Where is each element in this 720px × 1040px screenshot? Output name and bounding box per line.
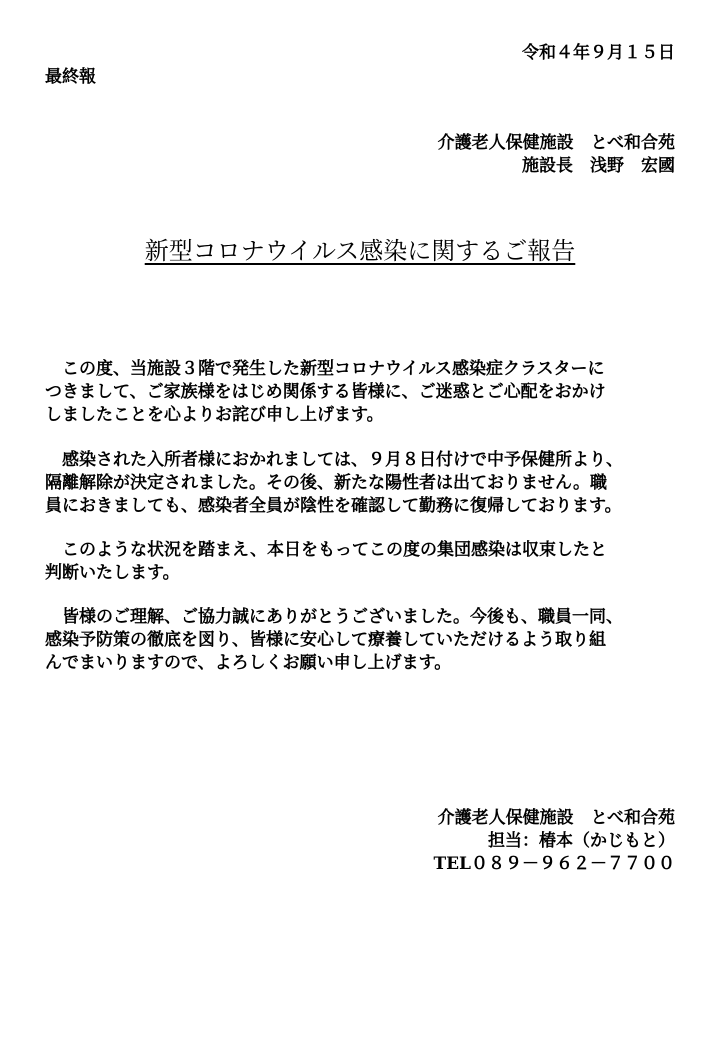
paragraph-line: このような状況を踏まえ、本日をもってこの度の集団感染は収束したと [45, 540, 608, 560]
paragraph-line: 員におきましても、感染者全員が陰性を確認して勤務に復帰しております。 [45, 496, 622, 516]
document-title [0, 236, 720, 266]
paragraph-line: 感染予防策の徹底を図り、皆様に安心して療養していただけるよう取り組 [45, 630, 606, 650]
paragraph-line: 判断いたします。 [45, 563, 180, 583]
footer-facility: 介護老人保健施設 とべ和合苑 [437, 808, 675, 828]
footer-contact: 担当：椿本（かじもと） [488, 831, 675, 851]
paragraph-line: 皆様のご理解、ご協力誠にありがとうございました。今後も、職員一同、 [45, 607, 623, 627]
report-date: 令和４年９月１５日 [522, 43, 675, 63]
report-label: 最終報 [45, 67, 96, 87]
paragraph-line: この度、当施設３階で発生した新型コロナウイルス感染症クラスターに [45, 359, 605, 379]
paragraph-4 [45, 606, 675, 675]
sender-facility: 介護老人保健施設 とべ和合苑 [437, 133, 675, 153]
paragraph-line: しましたことを心よりお詫び申し上げます。 [45, 405, 384, 425]
paragraph-line: つきまして、ご家族様をはじめ関係する皆様に、ご迷惑とご心配をおかけ [45, 382, 606, 402]
sender-director: 施設長 浅野 宏國 [522, 156, 675, 176]
document-title-text: 新型コロナウイルス感染に関するご報告 [144, 237, 576, 265]
paragraph-line: んでまいりますので、よろしくお願い申し上げます。 [45, 653, 452, 673]
paragraph-2 [45, 449, 675, 518]
footer-tel: TEL０８９－９６２－７７００ [433, 854, 675, 874]
paragraph-3 [45, 539, 675, 585]
paragraph-line: 隔離解除が決定されました。その後、新たな陽性者は出ておりません。職 [45, 473, 608, 493]
paragraph-1 [45, 358, 675, 427]
paragraph-line: 感染された入所者様におかれましては、９月８日付けで中予保健所より、 [45, 450, 623, 470]
